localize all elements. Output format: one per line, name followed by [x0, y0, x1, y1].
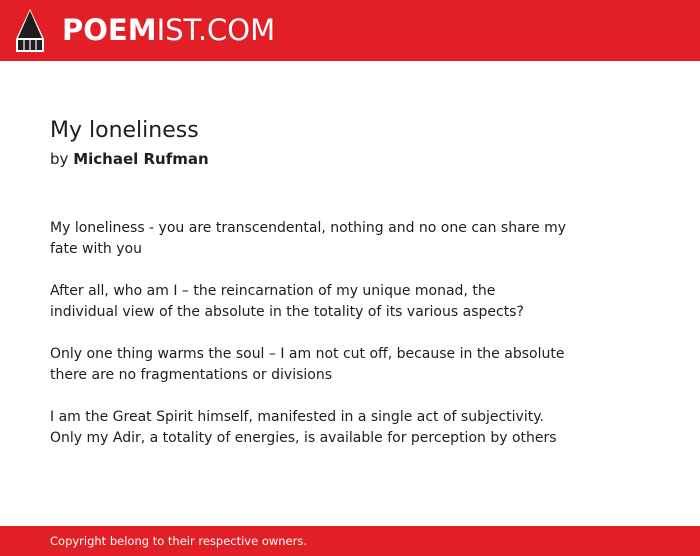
byline-by-label: by — [50, 150, 69, 168]
poem-stanza — [50, 281, 590, 323]
poem-line: After all, who am I – the reincarnation of my unique monad, the — [50, 283, 496, 299]
poem-line: there are no fragmentations or divisions — [50, 367, 333, 383]
poem-stanza — [50, 344, 590, 386]
poem-author: Michael Rufman — [73, 150, 209, 168]
poem-byline — [50, 148, 209, 170]
pencil-icon[interactable] — [16, 9, 44, 52]
site-header — [0, 0, 700, 61]
poem-line: fate with you — [50, 241, 142, 257]
poem-line: My loneliness - you are transcendental, nothing and no one can share my — [50, 220, 567, 236]
poem-line: Only one thing warms the soul – I am not cut off, because in the absolute — [50, 346, 565, 362]
logo-text-light: IST.COM — [156, 13, 276, 47]
poem-line: I am the Great Spirit himself, manifested in a single act of subjectivity. — [50, 409, 544, 425]
logo-text-bold: POEM — [62, 13, 157, 47]
copyright-notice: Copyright belong to their respective owners. — [50, 534, 308, 548]
poem-line: Only my Adir, a totality of energies, is available for perception by others — [50, 430, 557, 446]
poem-line: individual view of the absolute in the totality of its various aspects? — [50, 304, 524, 320]
poem-body — [50, 218, 590, 470]
site-footer — [0, 526, 700, 556]
poem-stanza — [50, 407, 590, 449]
poem-stanza — [50, 218, 590, 260]
site-logo[interactable] — [62, 12, 275, 48]
poem-title: My loneliness — [50, 118, 199, 143]
